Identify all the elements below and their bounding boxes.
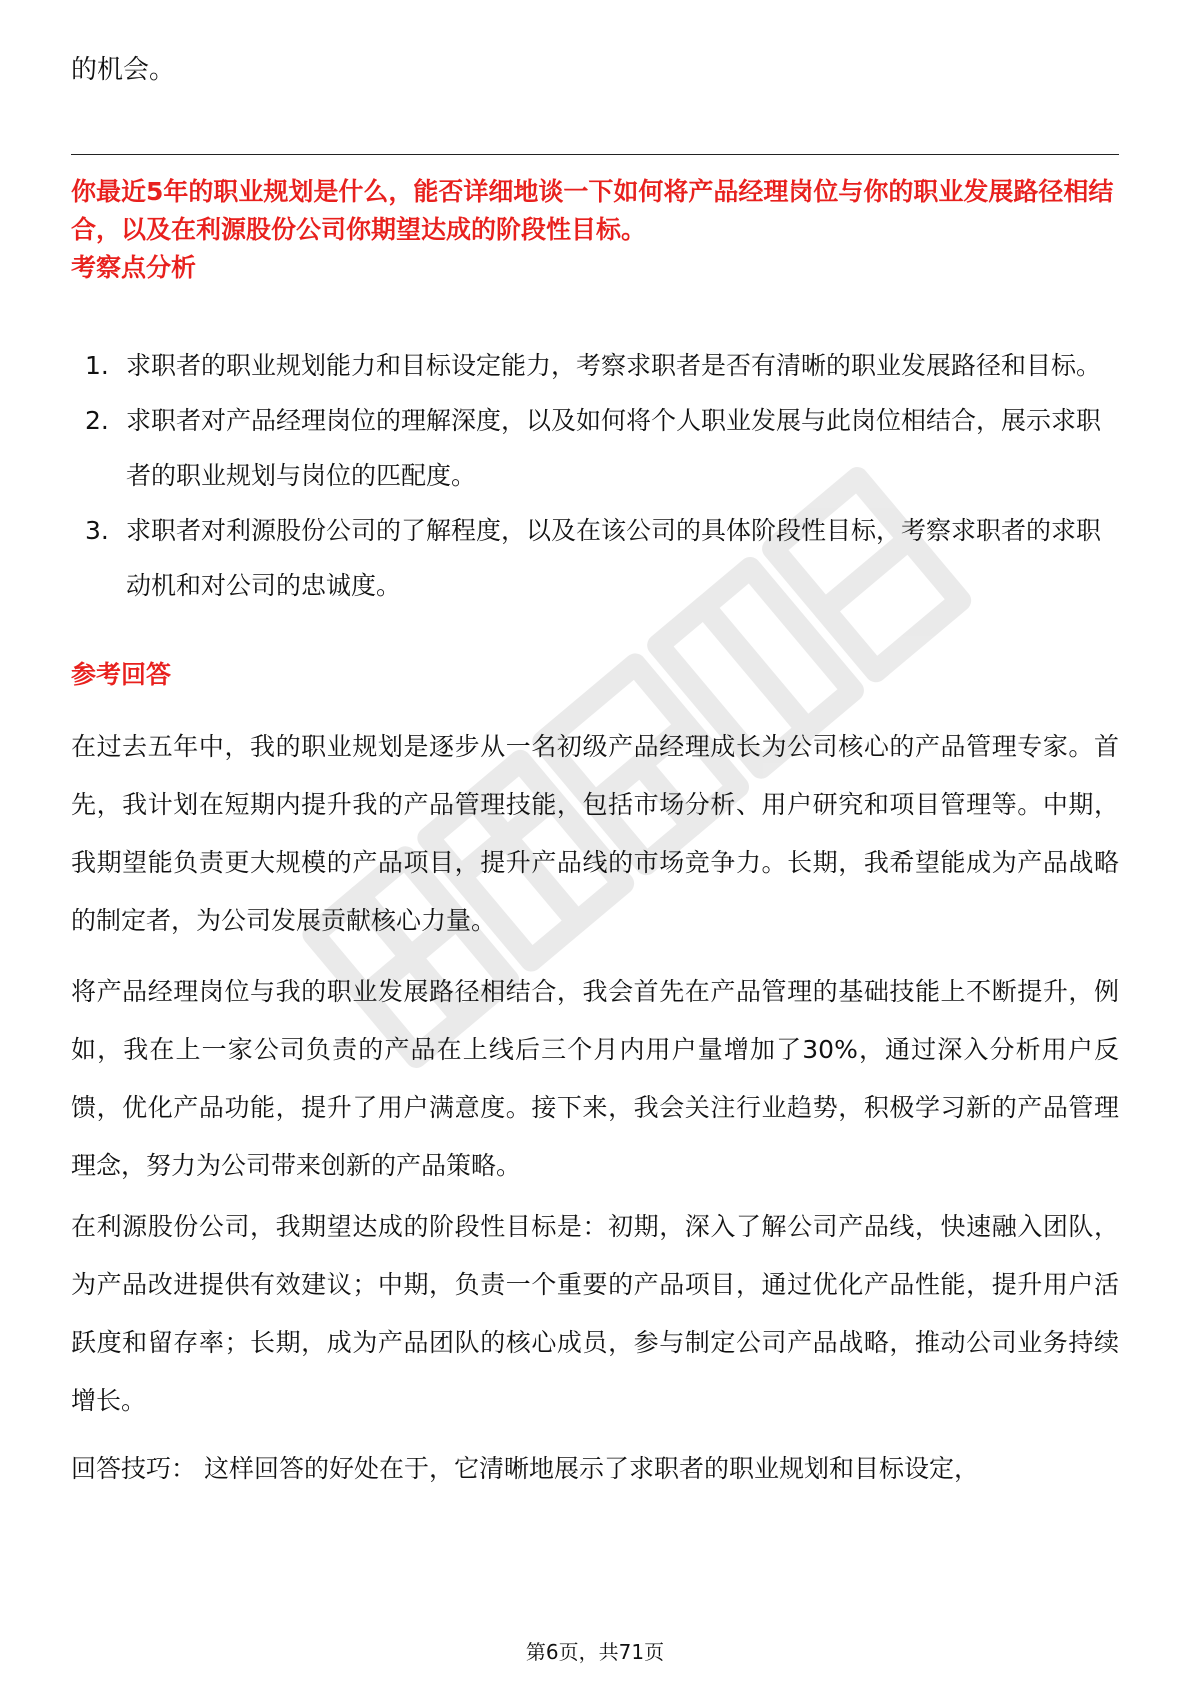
- section-divider: [71, 154, 1119, 155]
- interview-question: 你最近5年的职业规划是什么，能否详细地谈一下如何将产品经理岗位与你的职业发展路径相结合，以及在利源股份公司你期望达成的阶段性目标。: [71, 177, 1114, 244]
- answer-heading: 参考回答: [71, 660, 172, 689]
- analysis-item-number: 3.: [85, 516, 109, 545]
- analysis-item-number: 1.: [85, 351, 109, 380]
- answer-paragraph: 将产品经理岗位与我的职业发展路径相结合，我会首先在产品管理的基础技能上不断提升，例如，我在上一家公司负责的产品在上线后三个月内用户量增加了30%，通过深入分析用户反馈，优化产品功能，提升了用户满意度。接下来，我会关注行业趋势，积极学习新的产品管理理念，努力为公司带来创新的产品策略。: [71, 977, 1119, 1180]
- analysis-item-text: 求职者的职业规划能力和目标设定能力，考察求职者是否有清晰的职业发展路径和目标。: [126, 351, 1102, 380]
- analysis-item-text: 求职者对利源股份公司的了解程度，以及在该公司的具体阶段性目标，考察求职者的求职动机和对公司的忠诚度。: [126, 516, 1102, 600]
- analysis-list: [71, 338, 1119, 613]
- continuation-text: 的机会。: [71, 55, 176, 85]
- analysis-item: [71, 338, 1119, 393]
- analysis-heading: 考察点分析: [71, 253, 197, 282]
- page-footer: 第6页，共71页: [525, 1640, 665, 1664]
- answer-paragraph: 在过去五年中，我的职业规划是逐步从一名初级产品经理成长为公司核心的产品管理专家。首先，我计划在短期内提升我的产品管理技能，包括市场分析、用户研究和项目管理等。中期，我期望能负责更大规模的产品项目，提升产品线的市场竞争力。长期，我希望能成为产品战略的制定者，为公司发展贡献核心力量。: [71, 732, 1119, 935]
- answer-tips: 回答技巧： 这样回答的好处在于，它清晰地展示了求职者的职业规划和目标设定，: [71, 1454, 979, 1483]
- answer-paragraph: 在利源股份公司，我期望达成的阶段性目标是：初期，深入了解公司产品线，快速融入团队，为产品改进提供有效建议；中期，负责一个重要的产品项目，通过优化产品性能，提升用户活跃度和留存率；长期，成为产品团队的核心成员，参与制定公司产品战略，推动公司业务持续增长。: [71, 1212, 1119, 1415]
- analysis-item-number: 2.: [85, 406, 109, 435]
- analysis-item: [71, 503, 1119, 613]
- analysis-item: [71, 393, 1119, 503]
- analysis-item-text: 求职者对产品经理岗位的理解深度，以及如何将个人职业发展与此岗位相结合，展示求职者的职业规划与岗位的匹配度。: [126, 406, 1102, 490]
